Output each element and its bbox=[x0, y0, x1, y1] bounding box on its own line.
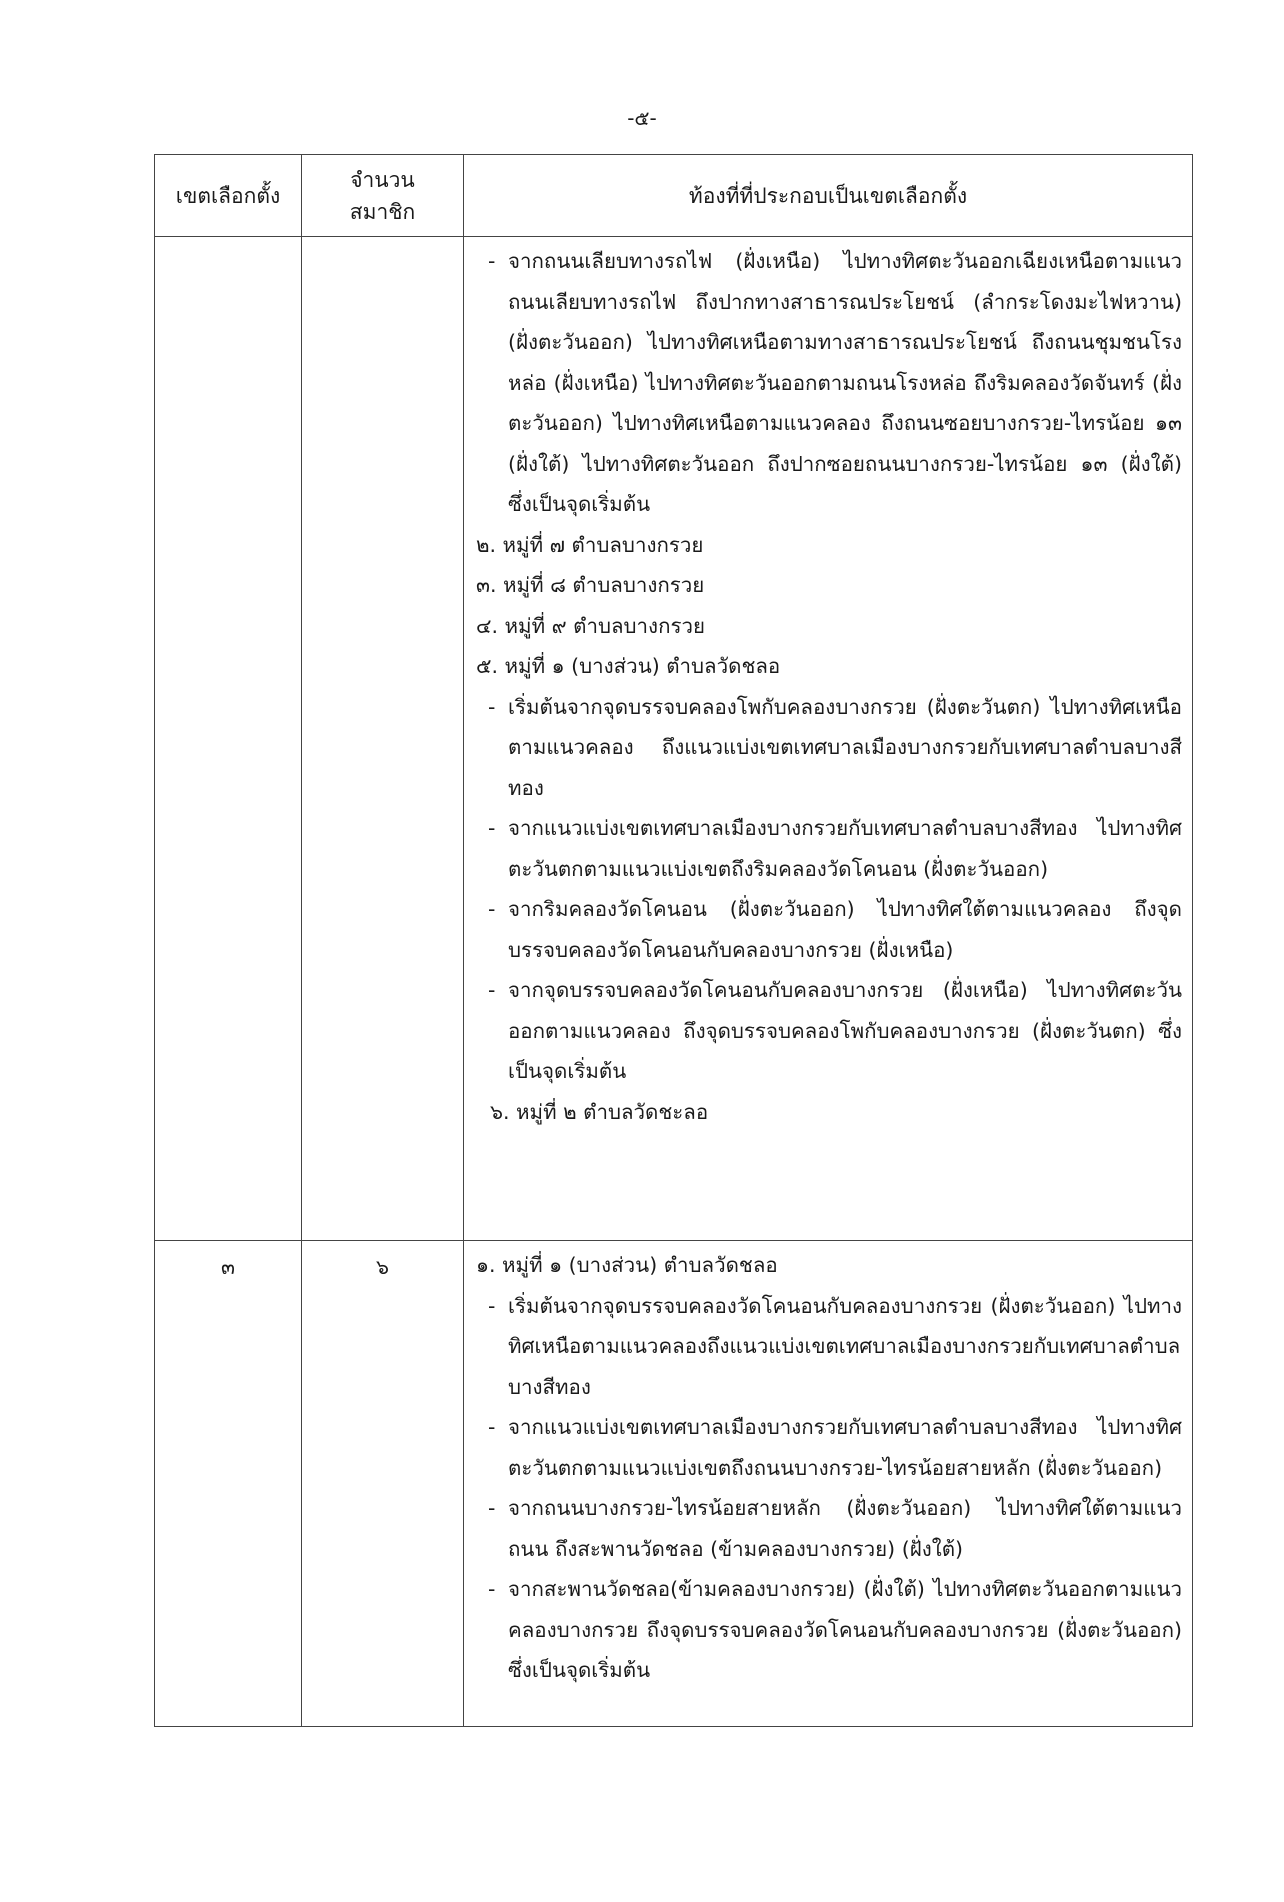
area-cell bbox=[464, 237, 1193, 1241]
area-sub-item: - เริ่มต้นจากจุดบรรจบคลองโพกับคลองบางกรวย (ฝั่งตะวันตก) ไปทางทิศเหนือตามแนวคลอง ถึงแนวแบ่งเขตเทศบาลเมืองบางกรวยกับเทศบาลตำบลบางสีทอง bbox=[488, 694, 1182, 800]
area-item: ๑. หมู่ที่ ๑ (บางส่วน) ตำบลวัดชลอ bbox=[476, 1253, 778, 1277]
area-sub-text: จากถนนบางกรวย-ไทรน้อยสายหลัก (ฝั่งตะวันออก) ไปทางทิศใต้ตามแนวถนน ถึงสะพานวัดชลอ (ข้ามคลองบางกรวย) (ฝั่งใต้) bbox=[508, 1496, 1182, 1561]
page-number: -๕- bbox=[627, 106, 657, 130]
area-sub-text: จากริมคลองวัดโคนอน (ฝั่งตะวันออก) ไปทางทิศใต้ตามแนวคลอง ถึงจุดบรรจบคลองวัดโคนอนกับคลองบางกรวย (ฝั่งเหนือ) bbox=[508, 897, 1182, 962]
area-sub-text: เริ่มต้นจากจุดบรรจบคลองวัดโคนอนกับคลองบางกรวย (ฝั่งตะวันออก) ไปทางทิศเหนือตามแนวคลองถึงแนวแบ่งเขตเทศบาลเมืองบางกรวยกับเทศบาลตำบลบางสีทอง bbox=[508, 1293, 1182, 1399]
area-sub-item: - จากถนนเลียบทางรถไฟ (ฝั่งเหนือ) ไปทางทิศตะวันออกเฉียงเหนือตามแนวถนนเลียบทางรถไฟ ถึงปากทางสาธารณประโยชน์ (ลำกระโดงมะไฟหวาน) (ฝั่งตะวันออก) ไปทางทิศเหนือตามทางสาธารณประโยชน์ ถึงถนนชุมชนโรงหล่อ (ฝั่งเหนือ) ไปทางทิศตะวันออกตามถนนโรงหล่อ ถึงริมคลองวัดจันทร์ (ฝั่งตะวันออก) ไปทางทิศเหนือตามแนวคลอง ถึงถนนซอยบางกรวย-ไทรน้อย ๑๓ (ฝั่งใต้) ไปทางทิศตะวันออก ถึงปากซอยถนนบางกรวย-ไทรน้อย ๑๓ (ฝั่งใต้) ซึ่งเป็นจุดเริ่มต้น bbox=[488, 249, 1182, 516]
area-item: ๒. หมู่ที่ ๗ ตำบลบางกรวย bbox=[476, 532, 704, 557]
area-sub-text: จากแนวแบ่งเขตเทศบาลเมืองบางกรวยกับเทศบาลตำบลบางสีทอง ไปทางทิศตะวันตกตามแนวแบ่งเขตถึงถนนบางกรวย-ไทรน้อยสายหลัก (ฝั่งตะวันออก) bbox=[508, 1415, 1182, 1480]
area-sub-text: จากสะพานวัดชลอ(ข้ามคลองบางกรวย) (ฝั่งใต้) ไปทางทิศตะวันออกตามแนวคลองบางกรวย ถึงจุดบรรจบคลองวัดโคนอนกับคลองบางกรวย (ฝั่งตะวันออก) ซึ่งเป็นจุดเริ่มต้น bbox=[508, 1577, 1182, 1682]
area-item: ๖. หมู่ที่ ๒ ตำบลวัดชะลอ bbox=[490, 1099, 709, 1124]
area-sub-item: - จากถนนบางกรวย-ไทรน้อยสายหลัก (ฝั่งตะวันออก) ไปทางทิศใต้ตามแนวถนน ถึงสะพานวัดชลอ (ข้ามคลองบางกรวย) (ฝั่งใต้) bbox=[488, 1496, 1182, 1561]
header-district-label: เขตเลือกตั้ง bbox=[175, 183, 281, 208]
header-members-line2: สมาชิก bbox=[349, 199, 416, 224]
area-sub-item: - เริ่มต้นจากจุดบรรจบคลองวัดโคนอนกับคลองบางกรวย (ฝั่งตะวันออก) ไปทางทิศเหนือตามแนวคลองถึงแนวแบ่งเขตเทศบาลเมืองบางกรวยกับเทศบาลตำบลบางสีทอง bbox=[488, 1293, 1182, 1399]
header-area-label: ท้องที่ที่ประกอบเป็นเขตเลือกตั้ง bbox=[688, 183, 968, 208]
district-cell bbox=[155, 237, 302, 1241]
area-sub-text: จากจุดบรรจบคลองวัดโคนอนกับคลองบางกรวย (ฝั่งเหนือ) ไปทางทิศตะวันออกตามแนวคลอง ถึงจุดบรรจบคลองโพกับคลองบางกรวย (ฝั่งตะวันตก) ซึ่งเป็นจุดเริ่มต้น bbox=[508, 978, 1182, 1083]
table-row bbox=[155, 1241, 1193, 1727]
area-cell bbox=[464, 1241, 1193, 1727]
header-members bbox=[302, 155, 464, 237]
header-members-line1: จำนวน bbox=[350, 167, 415, 192]
area-sub-item: - จากแนวแบ่งเขตเทศบาลเมืองบางกรวยกับเทศบาลตำบลบางสีทอง ไปทางทิศตะวันตกตามแนวแบ่งเขตถึงริมคลองวัดโคนอน (ฝั่งตะวันออก) bbox=[488, 816, 1182, 881]
header-district bbox=[155, 155, 302, 237]
area-sub-item: - จากจุดบรรจบคลองวัดโคนอนกับคลองบางกรวย (ฝั่งเหนือ) ไปทางทิศตะวันออกตามแนวคลอง ถึงจุดบรรจบคลองโพกับคลองบางกรวย (ฝั่งตะวันตก) ซึ่งเป็นจุดเริ่มต้น bbox=[488, 978, 1182, 1083]
members-cell: ๖ bbox=[302, 1241, 464, 1727]
area-item: ๓. หมู่ที่ ๘ ตำบลบางกรวย bbox=[476, 573, 705, 597]
area-sub-text: จากถนนเลียบทางรถไฟ (ฝั่งเหนือ) ไปทางทิศตะวันออกเฉียงเหนือตามแนวถนนเลียบทางรถไฟ ถึงปากทางสาธารณประโยชน์ (ลำกระโดงมะไฟหวาน) (ฝั่งตะวันออก) ไปทางทิศเหนือตามทางสาธารณประโยชน์ ถึงถนนชุมชนโรงหล่อ (ฝั่งเหนือ) ไปทางทิศตะวันออกตามถนนโรงหล่อ ถึงริมคลองวัดจันทร์ (ฝั่งตะวันออก) ไปทางทิศเหนือตามแนวคลอง ถึงถนนซอยบางกรวย-ไทรน้อย ๑๓ (ฝั่งใต้) ไปทางทิศตะวันออก ถึงปากซอยถนนบางกรวย-ไทรน้อย ๑๓ (ฝั่งใต้) ซึ่งเป็นจุดเริ่มต้น bbox=[508, 249, 1182, 516]
area-sub-item: - จากริมคลองวัดโคนอน (ฝั่งตะวันออก) ไปทางทิศใต้ตามแนวคลอง ถึงจุดบรรจบคลองวัดโคนอนกับคลองบางกรวย (ฝั่งเหนือ) bbox=[488, 897, 1182, 962]
area-item: ๔. หมู่ที่ ๙ ตำบลบางกรวย bbox=[476, 613, 706, 638]
area-item: ๕. หมู่ที่ ๑ (บางส่วน) ตำบลวัดชลอ bbox=[476, 654, 781, 678]
area-sub-item: - จากสะพานวัดชลอ(ข้ามคลองบางกรวย) (ฝั่งใต้) ไปทางทิศตะวันออกตามแนวคลองบางกรวย ถึงจุดบรรจบคลองวัดโคนอนกับคลองบางกรวย (ฝั่งตะวันออก) ซึ่งเป็นจุดเริ่มต้น bbox=[488, 1577, 1182, 1682]
members-cell bbox=[302, 237, 464, 1241]
header-area bbox=[464, 155, 1193, 237]
district-table bbox=[154, 154, 1193, 1727]
area-sub-text: จากแนวแบ่งเขตเทศบาลเมืองบางกรวยกับเทศบาลตำบลบางสีทอง ไปทางทิศตะวันตกตามแนวแบ่งเขตถึงริมคลองวัดโคนอน (ฝั่งตะวันออก) bbox=[508, 816, 1182, 881]
area-sub-item: - จากแนวแบ่งเขตเทศบาลเมืองบางกรวยกับเทศบาลตำบลบางสีทอง ไปทางทิศตะวันตกตามแนวแบ่งเขตถึงถนนบางกรวย-ไทรน้อยสายหลัก (ฝั่งตะวันออก) bbox=[488, 1415, 1182, 1480]
table-header-row bbox=[155, 155, 1193, 237]
district-cell: ๓ bbox=[155, 1241, 302, 1727]
table-row bbox=[155, 237, 1193, 1241]
area-sub-text: เริ่มต้นจากจุดบรรจบคลองโพกับคลองบางกรวย (ฝั่งตะวันตก) ไปทางทิศเหนือตามแนวคลอง ถึงแนวแบ่งเขตเทศบาลเมืองบางกรวยกับเทศบาลตำบลบางสีทอง bbox=[508, 694, 1182, 800]
